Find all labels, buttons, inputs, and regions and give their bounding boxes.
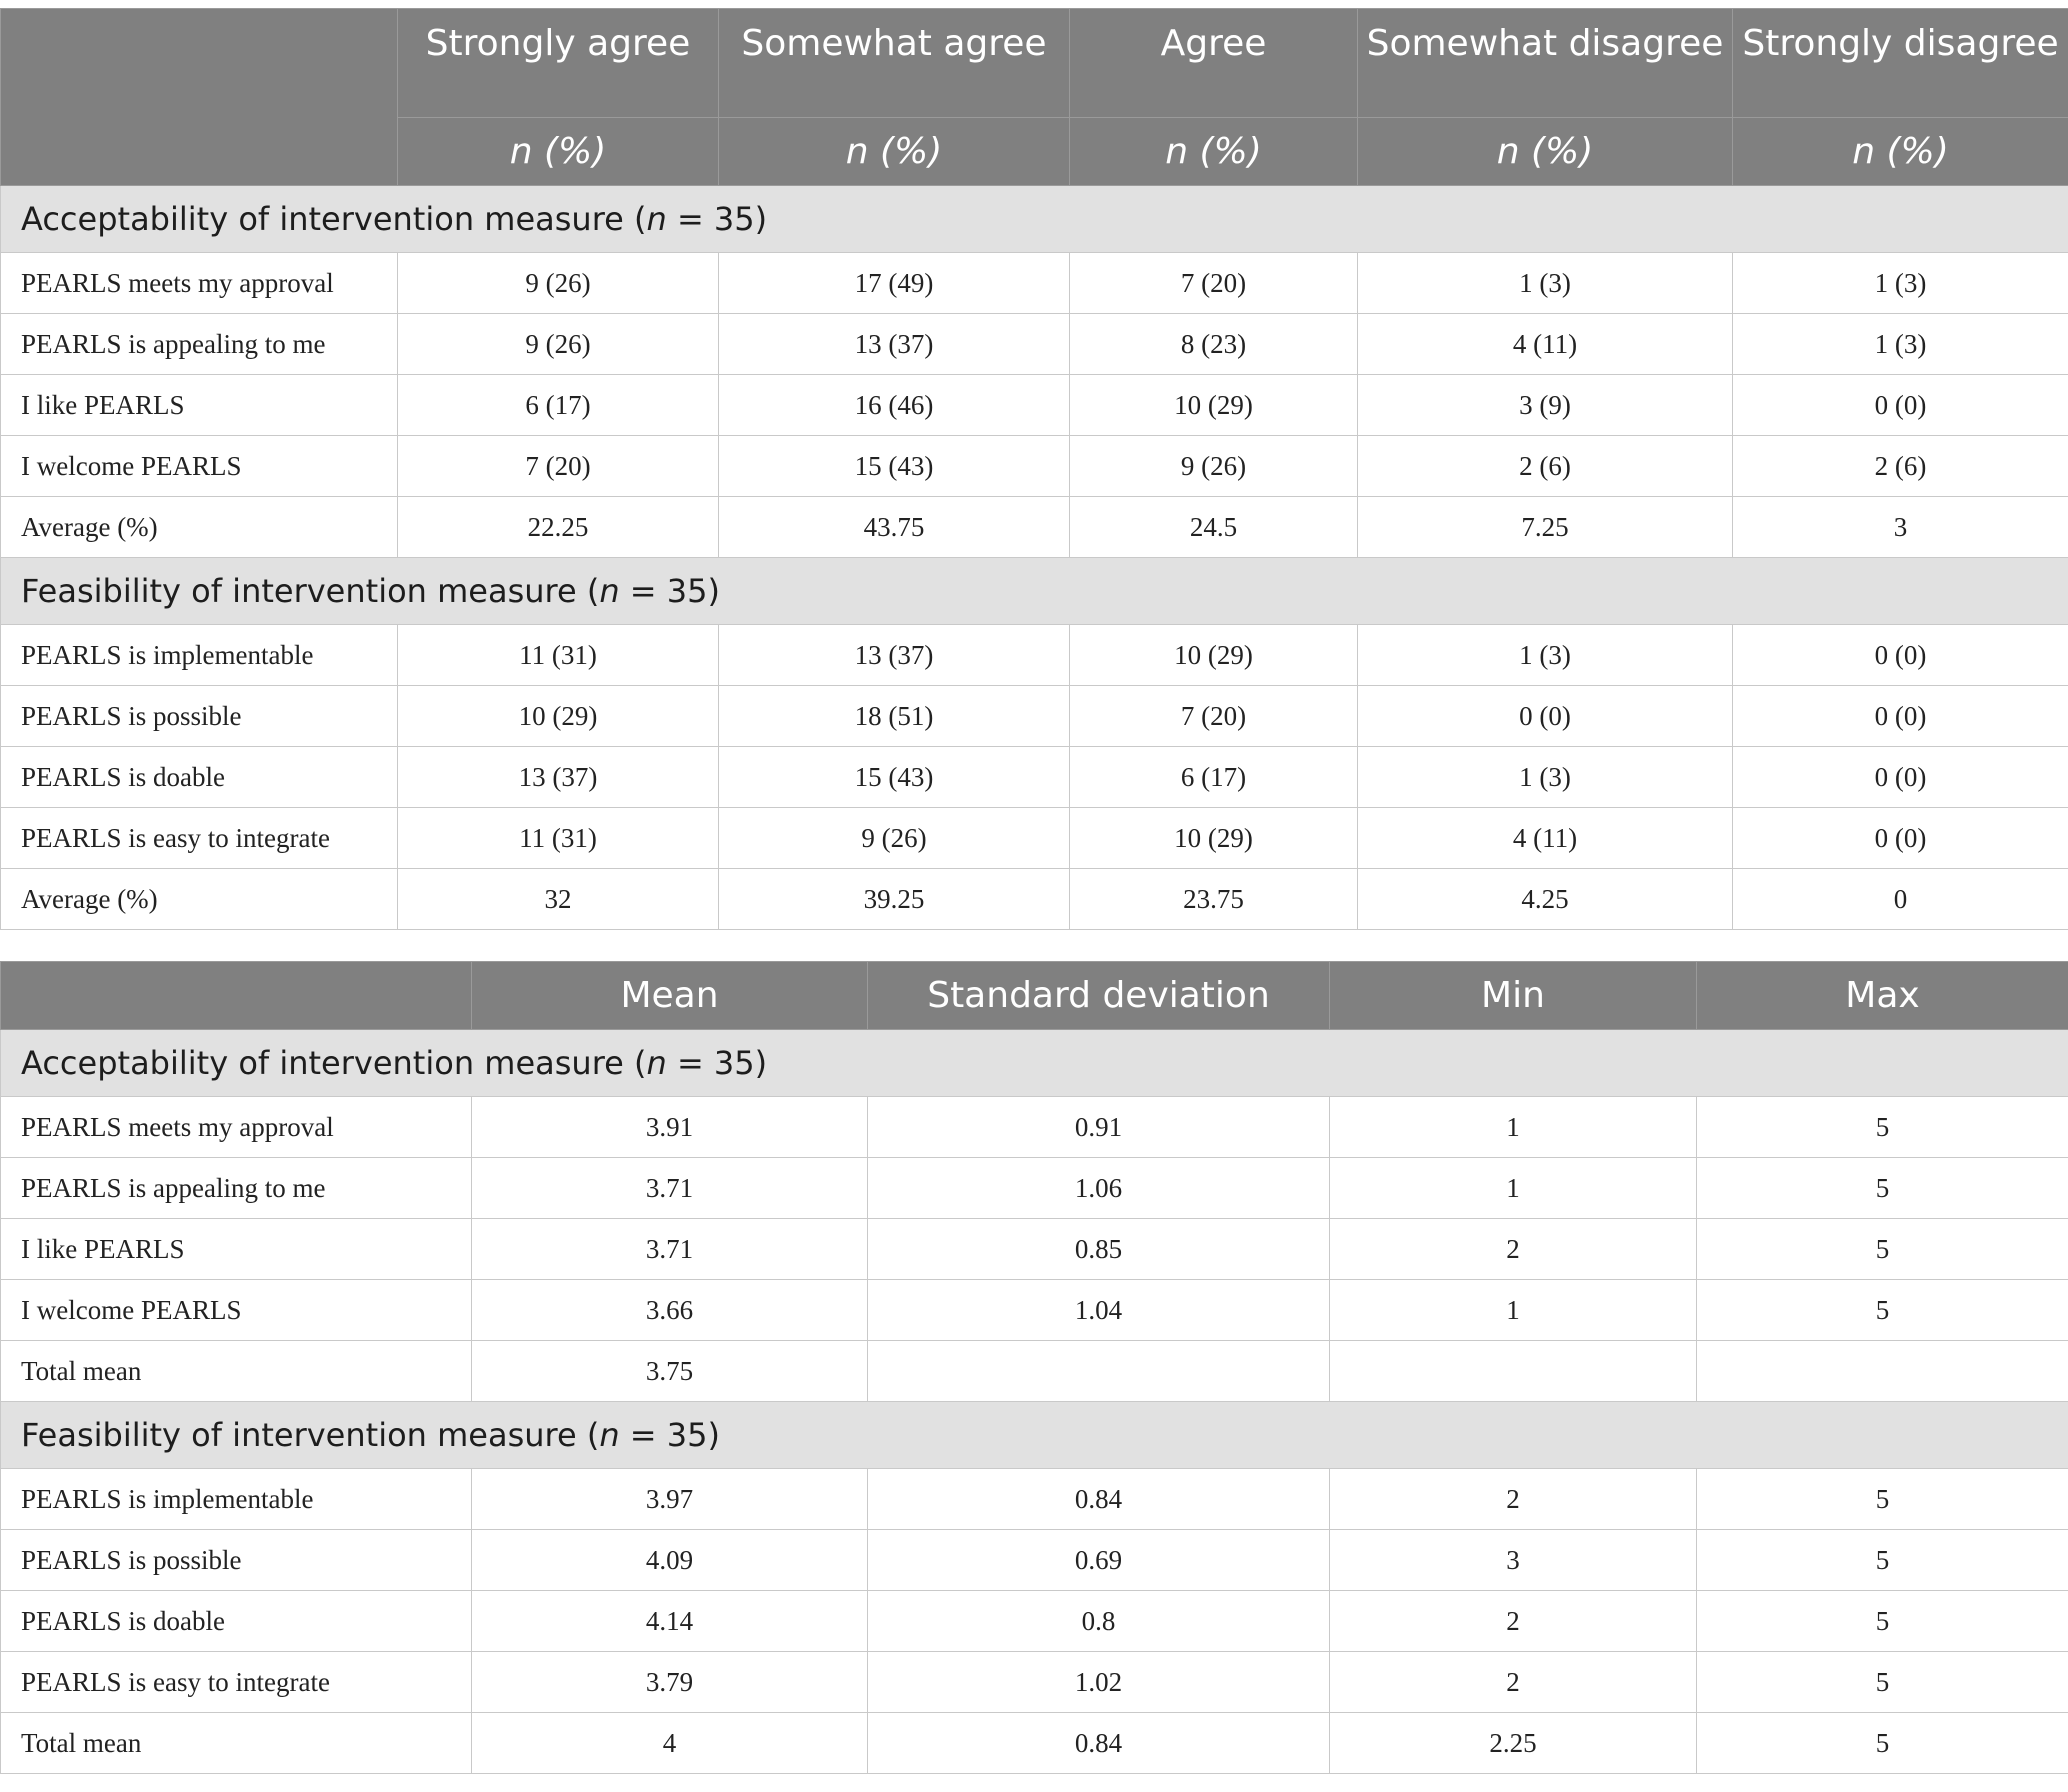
- table-cell: 0.85: [868, 1219, 1330, 1280]
- table-cell: 9 (26): [398, 253, 719, 314]
- table-row: [1, 314, 2068, 375]
- table-cell: 3 (9): [1358, 375, 1733, 436]
- section-title-n: n: [599, 572, 620, 610]
- table-cell: 23.75: [1070, 869, 1358, 930]
- table-cell: 3.66: [472, 1280, 868, 1341]
- table-cell: 2 (6): [1733, 436, 2068, 497]
- col-header-strongly-agree: Strongly agree: [398, 9, 719, 118]
- col-header-strongly-disagree: Strongly disagree: [1733, 9, 2068, 118]
- col-subheader: n (%): [1070, 118, 1358, 186]
- table-cell: 10 (29): [398, 686, 719, 747]
- table-cell: [1330, 1341, 1697, 1402]
- table-cell: 9 (26): [1070, 436, 1358, 497]
- table-cell: 11 (31): [398, 808, 719, 869]
- likert-table-body: [1, 186, 2068, 930]
- table-row: [1, 253, 2068, 314]
- table-cell: 0 (0): [1733, 625, 2068, 686]
- header-corner: [1, 9, 398, 186]
- table-cell: 13 (37): [719, 314, 1070, 375]
- col-subheader: n (%): [1358, 118, 1733, 186]
- table-cell: 0.91: [868, 1097, 1330, 1158]
- col-header-agree: Agree: [1070, 9, 1358, 118]
- row-label: PEARLS meets my approval: [1, 1097, 472, 1158]
- col-subheader: n (%): [719, 118, 1070, 186]
- table-cell: 3.71: [472, 1219, 868, 1280]
- table-cell: 4: [472, 1713, 868, 1774]
- table-cell: 1 (3): [1358, 625, 1733, 686]
- col-subheader: n (%): [1733, 118, 2068, 186]
- section-title-suffix: = 35): [619, 1416, 720, 1454]
- table-cell: 2 (6): [1358, 436, 1733, 497]
- table-cell: 15 (43): [719, 747, 1070, 808]
- table-cell: 8 (23): [1070, 314, 1358, 375]
- table-row: [1, 686, 2068, 747]
- table-cell: 0 (0): [1733, 375, 2068, 436]
- section-title-suffix: = 35): [666, 1044, 768, 1082]
- section-title: [1, 1402, 2068, 1469]
- table-cell: 3.91: [472, 1097, 868, 1158]
- section-title-prefix: Acceptability of intervention measure (: [21, 1044, 647, 1082]
- row-label: Total mean: [1, 1341, 472, 1402]
- table-cell: 1: [1330, 1097, 1697, 1158]
- section-header-row: [1, 186, 2068, 253]
- row-label: Total mean: [1, 1713, 472, 1774]
- section-title: [1, 558, 2068, 625]
- table-cell: 0 (0): [1358, 686, 1733, 747]
- table-cell: 11 (31): [398, 625, 719, 686]
- section-header-row: [1, 558, 2068, 625]
- table-cell: 3.75: [472, 1341, 868, 1402]
- table-cell: 1 (3): [1358, 253, 1733, 314]
- table-cell: 2: [1330, 1219, 1697, 1280]
- table-cell: 9 (26): [719, 808, 1070, 869]
- table-row: [1, 1097, 2068, 1158]
- table-cell: 4 (11): [1358, 314, 1733, 375]
- table-cell: 0.84: [868, 1469, 1330, 1530]
- table-row: [1, 747, 2068, 808]
- likert-response-table: [0, 8, 2068, 930]
- section-title: [1, 186, 2068, 253]
- table-cell: 6 (17): [398, 375, 719, 436]
- table-cell: 7.25: [1358, 497, 1733, 558]
- row-label: Average (%): [1, 497, 398, 558]
- table-cell: 5: [1697, 1713, 2068, 1774]
- table-row: [1, 1158, 2068, 1219]
- table-cell: 0: [1733, 869, 2068, 930]
- table-cell: 17 (49): [719, 253, 1070, 314]
- col-header-standard-deviation: Standard deviation: [868, 962, 1330, 1030]
- table-cell: 10 (29): [1070, 625, 1358, 686]
- table-cell: 24.5: [1070, 497, 1358, 558]
- table-cell: 3.97: [472, 1469, 868, 1530]
- row-label: PEARLS is possible: [1, 686, 398, 747]
- table-row: [1, 1219, 2068, 1280]
- table-cell: 3: [1733, 497, 2068, 558]
- table-row: [1, 1469, 2068, 1530]
- header-row: [1, 9, 2068, 118]
- table-row: [1, 625, 2068, 686]
- table-cell: 5: [1697, 1219, 2068, 1280]
- row-label: PEARLS is implementable: [1, 1469, 472, 1530]
- section-title-n: n: [646, 1044, 667, 1082]
- row-label: I like PEARLS: [1, 375, 398, 436]
- table-cell: 4.14: [472, 1591, 868, 1652]
- table-row: [1, 1591, 2068, 1652]
- col-subheader: n (%): [398, 118, 719, 186]
- row-label: PEARLS is doable: [1, 747, 398, 808]
- table-cell: 13 (37): [398, 747, 719, 808]
- table-cell: 1 (3): [1358, 747, 1733, 808]
- table-cell: 5: [1697, 1280, 2068, 1341]
- table-cell: 5: [1697, 1530, 2068, 1591]
- col-header-mean: Mean: [472, 962, 868, 1030]
- table-cell: 5: [1697, 1652, 2068, 1713]
- table-cell: 16 (46): [719, 375, 1070, 436]
- row-label: I like PEARLS: [1, 1219, 472, 1280]
- table-cell: 3.71: [472, 1158, 868, 1219]
- table-cell: 5: [1697, 1097, 2068, 1158]
- table-cell: 0.84: [868, 1713, 1330, 1774]
- table-cell: 4 (11): [1358, 808, 1733, 869]
- table-cell: 13 (37): [719, 625, 1070, 686]
- col-header-min: Min: [1330, 962, 1697, 1030]
- table-cell: 10 (29): [1070, 375, 1358, 436]
- table-cell: 32: [398, 869, 719, 930]
- table-cell: 0.69: [868, 1530, 1330, 1591]
- table-cell: 22.25: [398, 497, 719, 558]
- table-cell: 1.02: [868, 1652, 1330, 1713]
- col-header-somewhat-agree: Somewhat agree: [719, 9, 1070, 118]
- row-label: PEARLS is easy to integrate: [1, 1652, 472, 1713]
- row-label: PEARLS meets my approval: [1, 253, 398, 314]
- table-cell: 18 (51): [719, 686, 1070, 747]
- table-cell: 2: [1330, 1652, 1697, 1713]
- section-title-prefix: Acceptability of intervention measure (: [21, 200, 647, 238]
- section-title-prefix: Feasibility of intervention measure (: [21, 572, 600, 610]
- table-cell: 5: [1697, 1469, 2068, 1530]
- table-cell: 2.25: [1330, 1713, 1697, 1774]
- table-cell: 10 (29): [1070, 808, 1358, 869]
- table-row: [1, 1530, 2068, 1591]
- table-cell: 2: [1330, 1591, 1697, 1652]
- table-row: [1, 1341, 2068, 1402]
- row-label: PEARLS is doable: [1, 1591, 472, 1652]
- summary-statistics-table: [0, 961, 2068, 1774]
- col-header-max: Max: [1697, 962, 2068, 1030]
- section-title-n: n: [599, 1416, 620, 1454]
- table-cell: 7 (20): [1070, 686, 1358, 747]
- table-cell: 0 (0): [1733, 686, 2068, 747]
- table-cell: 3.79: [472, 1652, 868, 1713]
- section-title: [1, 1030, 2068, 1097]
- table-cell: 2: [1330, 1469, 1697, 1530]
- row-label: PEARLS is easy to integrate: [1, 808, 398, 869]
- row-label: PEARLS is appealing to me: [1, 1158, 472, 1219]
- section-header-row: [1, 1030, 2068, 1097]
- table-cell: 0 (0): [1733, 747, 2068, 808]
- table-cell: 5: [1697, 1158, 2068, 1219]
- table-row: [1, 497, 2068, 558]
- stats-table-body: [1, 1030, 2068, 1774]
- table-row: [1, 808, 2068, 869]
- table-cell: 39.25: [719, 869, 1070, 930]
- table-row: [1, 869, 2068, 930]
- table-cell: [1697, 1341, 2068, 1402]
- table-cell: 1.06: [868, 1158, 1330, 1219]
- table-cell: [868, 1341, 1330, 1402]
- table-cell: 7 (20): [1070, 253, 1358, 314]
- table-cell: 9 (26): [398, 314, 719, 375]
- row-label: Average (%): [1, 869, 398, 930]
- table-cell: 4.25: [1358, 869, 1733, 930]
- table-cell: 1 (3): [1733, 253, 2068, 314]
- table-cell: 7 (20): [398, 436, 719, 497]
- table-row: [1, 1280, 2068, 1341]
- row-label: I welcome PEARLS: [1, 1280, 472, 1341]
- table-row: [1, 1713, 2068, 1774]
- table-cell: 1: [1330, 1280, 1697, 1341]
- row-label: PEARLS is appealing to me: [1, 314, 398, 375]
- col-header-somewhat-disagree: Somewhat disagree: [1358, 9, 1733, 118]
- section-header-row: [1, 1402, 2068, 1469]
- table-row: [1, 1652, 2068, 1713]
- table-cell: 0.8: [868, 1591, 1330, 1652]
- section-title-suffix: = 35): [619, 572, 720, 610]
- header-row: [1, 962, 2068, 1030]
- table-cell: 5: [1697, 1591, 2068, 1652]
- section-title-prefix: Feasibility of intervention measure (: [21, 1416, 600, 1454]
- header-corner: [1, 962, 472, 1030]
- table-cell: 1: [1330, 1158, 1697, 1219]
- row-label: PEARLS is possible: [1, 1530, 472, 1591]
- section-title-n: n: [646, 200, 667, 238]
- table-cell: 3: [1330, 1530, 1697, 1591]
- table-cell: 0 (0): [1733, 808, 2068, 869]
- table-cell: 15 (43): [719, 436, 1070, 497]
- row-label: PEARLS is implementable: [1, 625, 398, 686]
- row-label: I welcome PEARLS: [1, 436, 398, 497]
- table-cell: 4.09: [472, 1530, 868, 1591]
- table-row: [1, 375, 2068, 436]
- table-cell: 1.04: [868, 1280, 1330, 1341]
- table-cell: 43.75: [719, 497, 1070, 558]
- table-cell: 6 (17): [1070, 747, 1358, 808]
- table-row: [1, 436, 2068, 497]
- section-title-suffix: = 35): [666, 200, 768, 238]
- table-cell: 1 (3): [1733, 314, 2068, 375]
